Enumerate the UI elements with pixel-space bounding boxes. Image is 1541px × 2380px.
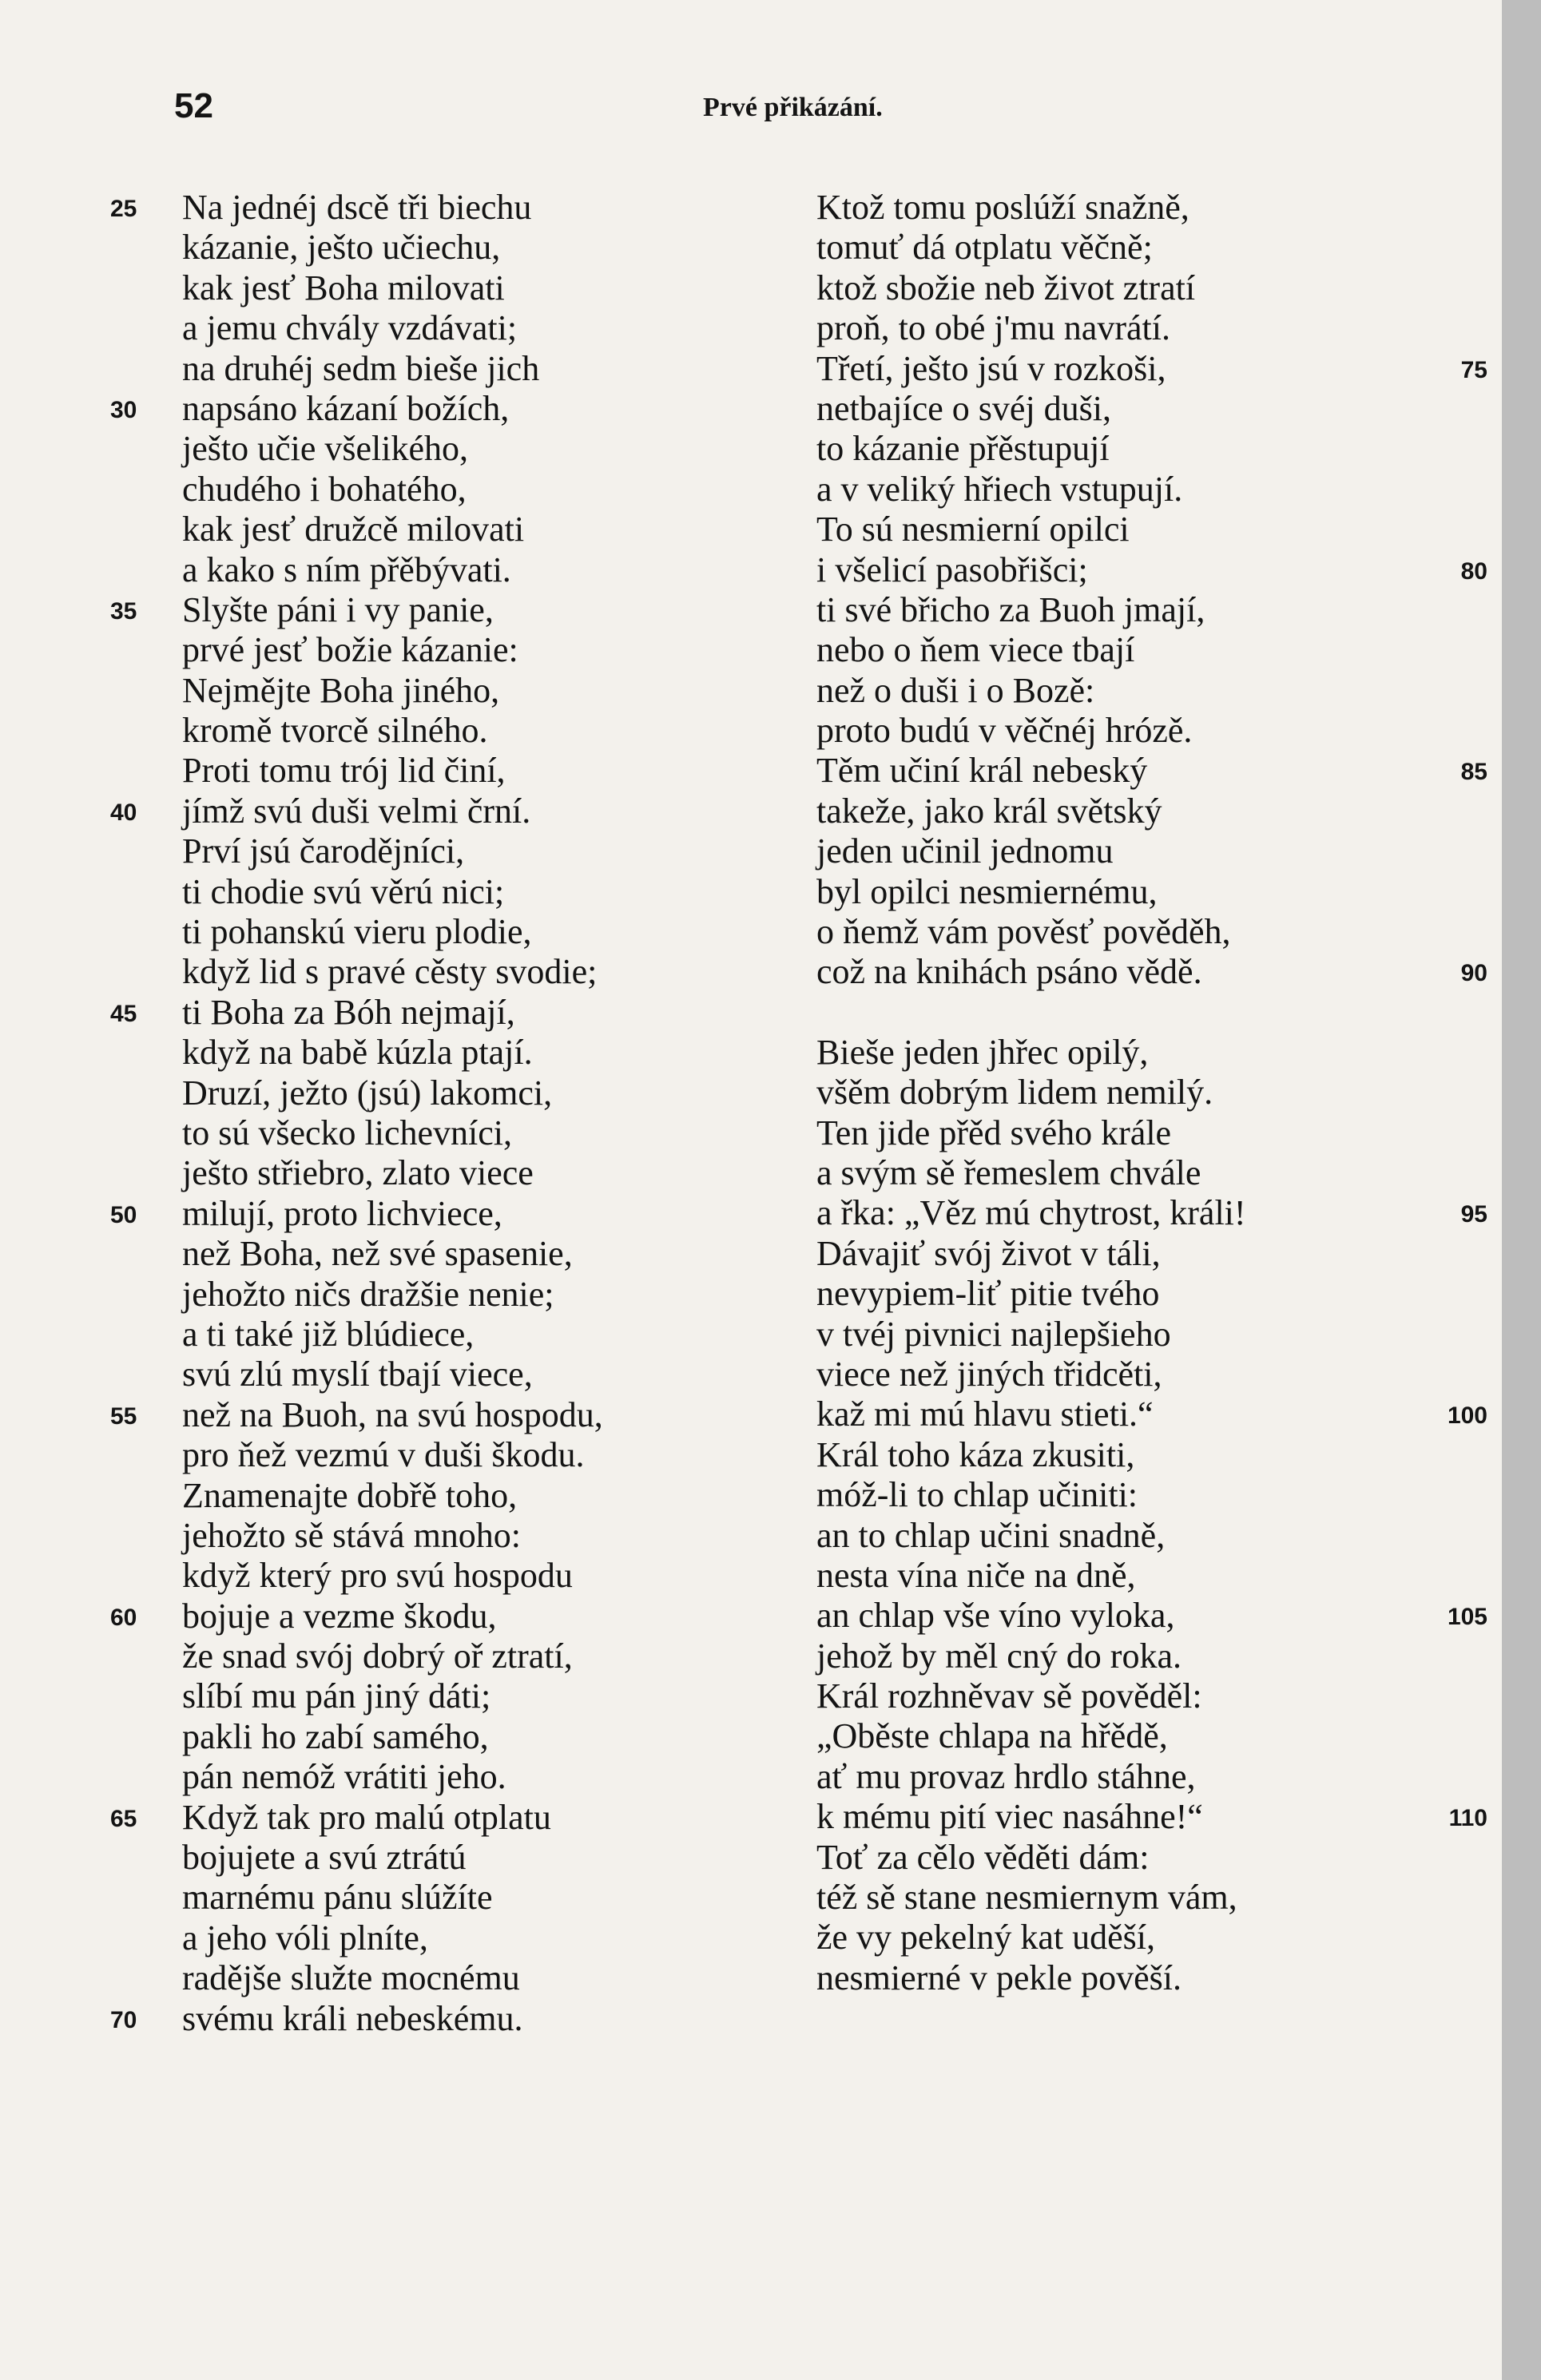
verse-text: ješto učie všelikého, xyxy=(182,429,469,469)
verse-line xyxy=(110,268,741,308)
verse-text: Proti tomu trój lid činí, xyxy=(182,751,506,791)
line-number: 60 xyxy=(110,1604,137,1631)
verse-line xyxy=(816,671,1471,711)
verse-text: kromě tvorcě silného. xyxy=(182,711,488,751)
line-number: 80 xyxy=(1460,557,1487,585)
verse-line xyxy=(110,1194,741,1234)
verse-text: a ti také již blúdiece, xyxy=(182,1314,475,1354)
verse-line xyxy=(110,1798,741,1838)
verse-line xyxy=(816,470,1471,510)
line-number: 90 xyxy=(1460,960,1487,987)
verse-text: svú zlú myslí tbají viece, xyxy=(182,1355,533,1394)
verse-line xyxy=(110,1315,741,1355)
verse-text: chudého i bohatého, xyxy=(182,469,467,509)
verse-line xyxy=(816,1797,1487,1837)
verse-text: Král toho káza zkusiti, xyxy=(816,1434,1135,1474)
verse-text: Těm učiní král nebeský xyxy=(816,751,1148,791)
verse-text: že vy pekelný kat uděší, xyxy=(816,1918,1155,1958)
verse-line xyxy=(816,1274,1471,1314)
verse-line xyxy=(816,831,1471,871)
verse-line xyxy=(816,1918,1471,1958)
verse-line xyxy=(816,1234,1471,1274)
verse-line xyxy=(110,912,741,952)
verse-text: když na babě kúzla ptají. xyxy=(182,1033,533,1073)
line-number: 95 xyxy=(1460,1201,1487,1228)
verse-line xyxy=(816,1435,1471,1475)
verse-text: ať mu provaz hrdlo stáhne, xyxy=(816,1756,1196,1796)
verse-line xyxy=(110,1597,741,1636)
verse-line xyxy=(110,1033,741,1073)
verse-line xyxy=(816,1958,1471,1998)
verse-line xyxy=(110,1556,741,1596)
verse-line xyxy=(110,1275,741,1315)
verse-text: než o duši i o Bozě: xyxy=(816,670,1095,710)
verse-line xyxy=(816,389,1471,429)
verse-text: a jemu chvály vzdávati; xyxy=(182,308,518,348)
stanza-gap xyxy=(816,993,1471,1033)
verse-line xyxy=(816,1596,1487,1636)
verse-text: ti chodie svú věrú nici; xyxy=(182,871,505,911)
verse-text: takeže, jako král světský xyxy=(816,791,1162,831)
verse-text: než Boha, než své spasenie, xyxy=(182,1234,573,1274)
verse-text: pakli ho zabí samého, xyxy=(182,1716,489,1756)
verse-line xyxy=(110,349,741,389)
verse-text: an chlap vše víno vyloka, xyxy=(816,1596,1175,1636)
verse-text: nesmierné v pekle pověší. xyxy=(816,1958,1182,1997)
verse-line xyxy=(110,1355,741,1394)
verse-line xyxy=(816,1394,1487,1434)
verse-line xyxy=(816,1073,1471,1113)
verse-line xyxy=(110,510,741,549)
verse-text: Bieše jeden jhřec opilý, xyxy=(816,1032,1149,1072)
verse-text: a v veliký hřiech vstupují. xyxy=(816,469,1183,509)
verse-text: bojuje a vezme škodu, xyxy=(182,1596,497,1636)
verse-line xyxy=(110,1958,741,1998)
right-column xyxy=(816,188,1487,1998)
left-column xyxy=(110,188,741,2039)
verse-text: jehož by měl cný do roka. xyxy=(816,1636,1182,1676)
verse-text: Znamenajte dobřě toho, xyxy=(182,1475,518,1515)
verse-line xyxy=(816,872,1471,912)
line-number: 75 xyxy=(1460,356,1487,383)
verse-text: na druhéj sedm bieše jich xyxy=(182,348,540,388)
line-number: 105 xyxy=(1447,1604,1487,1631)
verse-line xyxy=(110,470,741,510)
verse-text: Když tak pro malú otplatu xyxy=(182,1797,551,1837)
verse-text: nesta vína niče na dně, xyxy=(816,1555,1136,1595)
verse-text: všěm dobrým lidem nemilý. xyxy=(816,1073,1213,1113)
verse-line xyxy=(816,1193,1487,1233)
verse-text: o ňemž vám pověsť pověděh, xyxy=(816,912,1231,952)
verse-line xyxy=(110,831,741,871)
verse-text: napsáno kázaní božích, xyxy=(182,388,510,428)
verse-text: Na jednéj dscě tři biechu xyxy=(182,188,532,227)
verse-text: i všelicí pasobřišci; xyxy=(816,549,1088,589)
verse-line xyxy=(816,1556,1471,1596)
verse-line xyxy=(110,872,741,912)
verse-line xyxy=(816,510,1471,549)
verse-line xyxy=(110,188,741,228)
verse-line xyxy=(816,952,1487,992)
verse-text: radějše služte mocnému xyxy=(182,1958,520,1998)
verse-line xyxy=(816,711,1471,751)
line-number: 30 xyxy=(110,396,137,423)
verse-line xyxy=(110,1838,741,1878)
verse-text: že snad svój dobrý oř ztratí, xyxy=(182,1636,573,1676)
verse-line xyxy=(110,1395,741,1435)
verse-line xyxy=(110,1636,741,1676)
verse-text: též sě stane nesmiernym vám, xyxy=(816,1878,1237,1918)
verse-text: kak jesť družcě milovati xyxy=(182,510,525,549)
verse-text: Třetí, ješto jsú v rozkoši, xyxy=(816,348,1166,388)
running-head xyxy=(174,86,933,134)
verse-line xyxy=(816,1033,1471,1073)
verse-text: Ten jide přěd svého krále xyxy=(816,1113,1172,1152)
verse-line xyxy=(110,711,741,751)
verse-line xyxy=(110,228,741,268)
verse-text: marnému pánu slúžíte xyxy=(182,1878,493,1918)
verse-text: Král rozhněvav sě pověděl: xyxy=(816,1676,1202,1716)
verse-line xyxy=(816,1355,1471,1394)
page-number: 52 xyxy=(174,86,213,125)
verse-text: byl opilci nesmiernému, xyxy=(816,871,1158,911)
verse-line xyxy=(110,1234,741,1274)
verse-line xyxy=(110,429,741,469)
verse-text: proň, to obé j'mu navrátí. xyxy=(816,308,1170,348)
verse-text: což na knihách psáno vědě. xyxy=(816,952,1202,992)
verse-text: netbajíce o svéj duši, xyxy=(816,388,1112,428)
verse-line xyxy=(816,268,1471,308)
line-number: 70 xyxy=(110,2006,137,2033)
verse-line xyxy=(110,1516,741,1556)
verse-text: Slyšte páni i vy panie, xyxy=(182,589,494,629)
verse-line xyxy=(110,671,741,711)
verse-line xyxy=(816,549,1487,590)
verse-text: viece než jiných třidcěti, xyxy=(816,1354,1162,1394)
verse-line xyxy=(110,1113,741,1153)
verse-line xyxy=(816,1113,1471,1153)
verse-text: ktož sbožie neb život ztratí xyxy=(816,268,1196,307)
verse-text: proto budú v věčnéj hrózě. xyxy=(816,711,1193,751)
verse-line xyxy=(816,429,1471,469)
verse-text: nebo o ňem viece tbají xyxy=(816,630,1135,670)
verse-text: ti své břicho za Buoh jmají, xyxy=(816,589,1205,629)
verse-text: ti Boha za Bóh nejmají, xyxy=(182,992,515,1032)
verse-text: a kako s ním přěbývati. xyxy=(182,549,511,589)
verse-text: než na Buoh, na svú hospodu, xyxy=(182,1394,603,1434)
verse-line xyxy=(816,1636,1471,1676)
verse-line xyxy=(816,1676,1471,1716)
verse-line xyxy=(816,1757,1471,1797)
line-number: 45 xyxy=(110,1000,137,1027)
verse-line xyxy=(816,630,1471,670)
verse-line xyxy=(110,1757,741,1797)
verse-text: kázanie, ješto učiechu, xyxy=(182,228,501,268)
verse-line xyxy=(816,791,1471,831)
verse-line xyxy=(110,1073,741,1113)
verse-text: jehožto ničs dražšie nenie; xyxy=(182,1274,554,1314)
verse-text: Druzí, ježto (jsú) lakomci, xyxy=(182,1073,553,1113)
verse-line xyxy=(110,1676,741,1716)
verse-text: jímž svú duši velmi črní. xyxy=(182,791,531,831)
verse-text: v tvéj pivnici najlepšieho xyxy=(816,1314,1171,1354)
line-number: 110 xyxy=(1448,1805,1487,1832)
line-number: 35 xyxy=(110,597,137,625)
verse-line xyxy=(110,1153,741,1193)
verse-line xyxy=(110,1878,741,1918)
verse-text: svému králi nebeskému. xyxy=(182,1998,523,2038)
verse-text: Nejmějte Boha jiného, xyxy=(182,670,500,710)
verse-text: tomuť dá otplatu věčně; xyxy=(816,228,1153,268)
verse-line xyxy=(110,1476,741,1516)
verse-text: Toť za cělo věděti dám: xyxy=(816,1837,1150,1877)
verse-text: když který pro svú hospodu xyxy=(182,1556,573,1596)
verse-line xyxy=(816,1475,1471,1515)
verse-text: pro ňež vezmú v duši škodu. xyxy=(182,1435,585,1475)
verse-text: „Oběste chlapa na hřědě, xyxy=(816,1716,1168,1756)
verse-text: Dávajiť svój život v táli, xyxy=(816,1233,1161,1273)
verse-line xyxy=(816,188,1471,228)
verse-line xyxy=(110,389,741,429)
verse-text: milují, proto lichviece, xyxy=(182,1193,502,1233)
verse-text: jehožto sě stává mnoho: xyxy=(182,1515,522,1555)
verse-line xyxy=(816,590,1471,630)
verse-line xyxy=(816,348,1487,389)
verse-line xyxy=(816,308,1471,348)
verse-text: an to chlap učini snadně, xyxy=(816,1515,1166,1555)
verse-line xyxy=(110,1918,741,1958)
verse-line xyxy=(110,751,741,791)
verse-line xyxy=(110,1999,741,2039)
verse-text: pán nemóž vrátiti jeho. xyxy=(182,1757,506,1797)
verse-line xyxy=(816,228,1471,268)
verse-text: Ktož tomu poslúží snažně, xyxy=(816,188,1190,227)
verse-line xyxy=(816,1838,1471,1878)
verse-text: to kázanie přěstupují xyxy=(816,429,1110,469)
verse-line xyxy=(816,1716,1471,1756)
line-number: 40 xyxy=(110,799,137,826)
verse-line xyxy=(110,993,741,1033)
page-edge xyxy=(1502,0,1541,2380)
verse-line xyxy=(110,952,741,992)
line-number: 25 xyxy=(110,196,137,222)
verse-line xyxy=(110,308,741,348)
verse-text: To sú nesmierní opilci xyxy=(816,510,1130,549)
verse-line xyxy=(816,1516,1471,1556)
verse-line xyxy=(110,1435,741,1475)
verse-text: a jeho vóli plníte, xyxy=(182,1918,428,1958)
line-number: 55 xyxy=(110,1402,137,1430)
verse-text: slíbí mu pán jiný dáti; xyxy=(182,1676,491,1716)
verse-line xyxy=(816,1315,1471,1355)
verse-text: a řka: „Věz mú chytrost, králi! xyxy=(816,1193,1246,1233)
verse-line xyxy=(816,751,1487,791)
verse-line xyxy=(110,590,741,630)
line-number: 50 xyxy=(110,1201,137,1228)
verse-text: když lid s pravé cěsty svodie; xyxy=(182,952,598,992)
verse-text: jeden učinil jednomu xyxy=(816,831,1114,871)
verse-text: ti pohanskú vieru plodie, xyxy=(182,912,532,952)
verse-text: a svým sě řemeslem chvále xyxy=(816,1152,1201,1192)
verse-text: kaž mi mú hlavu stieti.“ xyxy=(816,1394,1154,1434)
verse-line xyxy=(816,1878,1471,1918)
verse-text: ješto střiebro, zlato viece xyxy=(182,1153,534,1193)
verse-text: to sú všecko lichevníci, xyxy=(182,1113,513,1152)
verse-line xyxy=(816,912,1471,952)
line-number: 65 xyxy=(110,1805,137,1832)
verse-text: kak jesť Boha milovati xyxy=(182,268,505,307)
verse-line xyxy=(110,630,741,670)
verse-text: k mému pití viec nasáhne!“ xyxy=(816,1797,1203,1837)
verse-text: bojujete a svú ztrátú xyxy=(182,1838,467,1878)
verse-line xyxy=(110,1717,741,1757)
line-number: 85 xyxy=(1460,759,1487,786)
verse-line xyxy=(110,550,741,590)
verse-text: prvé jesť božie kázanie: xyxy=(182,630,518,670)
verse-text: móž-li to chlap učiniti: xyxy=(816,1475,1138,1515)
verse-text: Prví jsú čarodějníci, xyxy=(182,831,465,871)
verse-text: nevypiem-liť pitie tvého xyxy=(816,1274,1160,1314)
verse-line xyxy=(816,1153,1471,1193)
line-number: 100 xyxy=(1447,1402,1487,1430)
verse-line xyxy=(110,791,741,831)
page-title: Prvé přikázání. xyxy=(703,93,883,122)
